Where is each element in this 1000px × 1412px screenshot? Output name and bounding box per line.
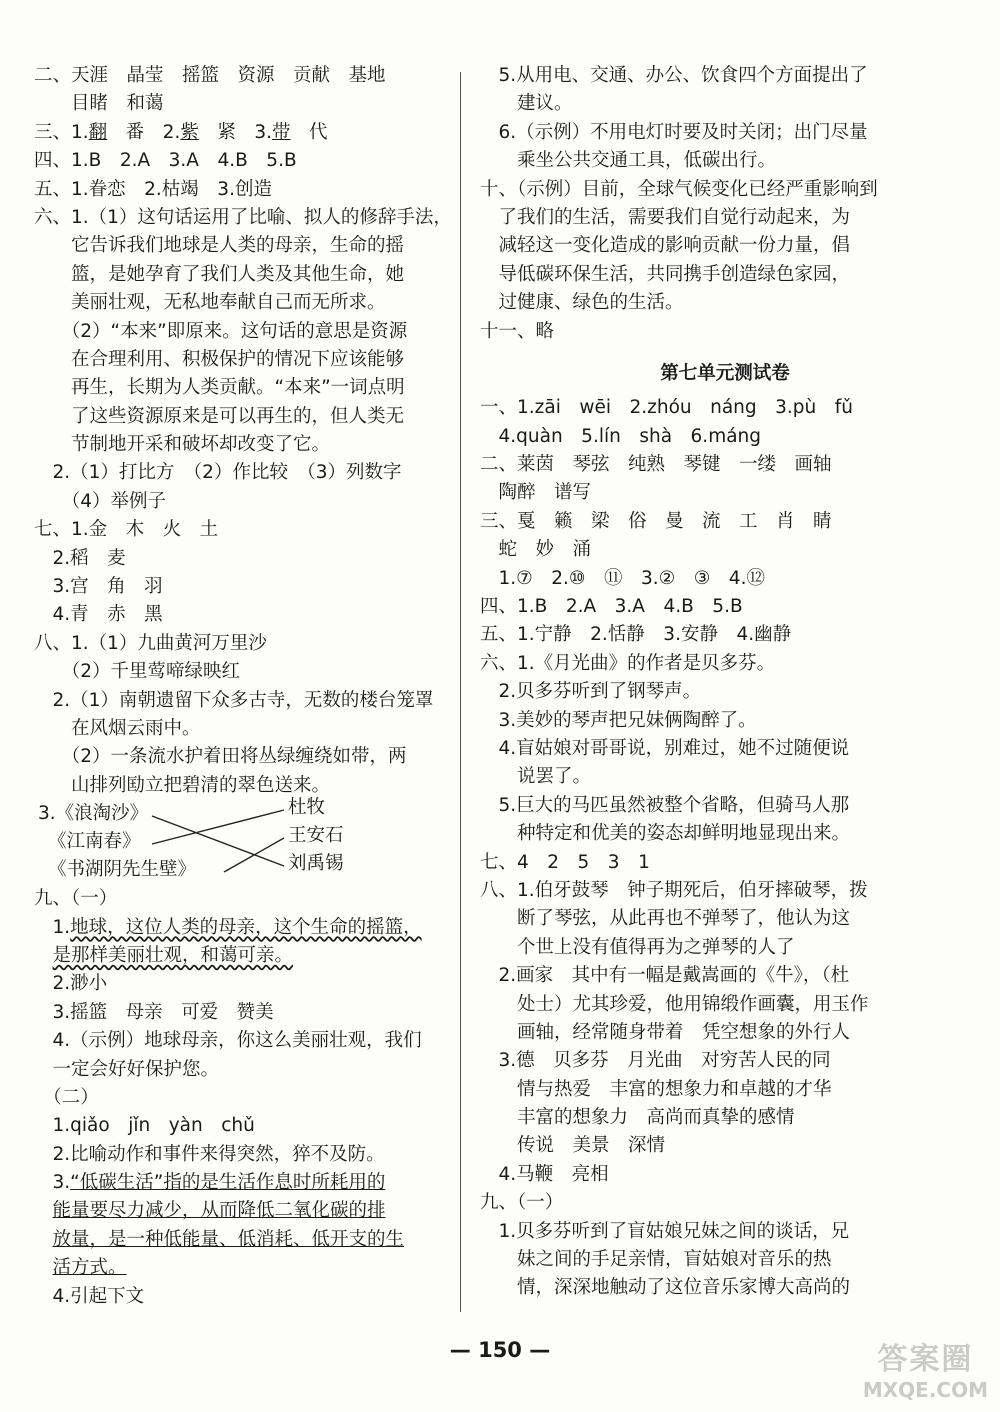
underlined-text: 能量要尽力减少，从而降低二氧化碳的排 [52, 1200, 386, 1222]
match-connector [152, 816, 284, 866]
text-segment [34, 1229, 53, 1250]
answer-line: 3.美妙的琴声把兄妹俩陶醉了。 [480, 709, 757, 731]
answer-line: 七、1.金 木 火 土 [34, 519, 219, 541]
match-lines [34, 800, 452, 890]
underlined-text: 活方式。 [52, 1257, 127, 1279]
answer-line: 1.贝多芬听到了盲姑娘兄妹之间的谈话，兄 [480, 1220, 850, 1242]
text-segment [34, 1200, 53, 1221]
answer-line: 2.画家 其中有一幅是戴嵩画的《牛》，（杜 [480, 965, 850, 987]
answer-line: 2.比喻动作和事件来得突然，猝不及防。 [34, 1143, 385, 1165]
underlined-text: 是那样美丽壮观，和蔼可亲。 [52, 944, 294, 966]
answer-line [34, 1169, 452, 1197]
answer-line: 目睹 和蔼 [34, 93, 164, 115]
answer-line [34, 1197, 452, 1225]
answer-line: 3.摇篮 母亲 可爱 赞美 [34, 1001, 274, 1023]
answer-line: 说罢了。 [480, 766, 592, 788]
answer-line: 八、1.伯牙鼓琴 钟子期死后，伯牙摔破琴，拨 [480, 879, 868, 901]
answer-line: 二、天涯 晶莹 摇篮 资源 贡献 基地 [34, 65, 386, 86]
match-right-item: 王安石 [288, 825, 344, 847]
answer-line: 2.（1）打比方 （2）作比较 （3）列数字 [34, 462, 402, 484]
answer-line: 节制地开采和破坏却改变了它。 [34, 434, 331, 456]
answer-line: 在风烟云雨中。 [34, 717, 201, 739]
answer-line: 2.贝多芬听到了钢琴声。 [480, 681, 702, 703]
answer-line: 四、1.B 2.A 3.A 4.B 5.B [480, 596, 743, 618]
answer-line: （2）千里莺啼绿映红 [34, 661, 241, 683]
answer-line: 6.（示例）不用电灯时要及时关闭；出门尽量 [480, 121, 868, 143]
text-segment [34, 1257, 53, 1278]
answer-line: 情，深深地触动了这位音乐家博大高尚的 [480, 1277, 851, 1299]
answer-line: 情与热爱 丰富的想象力和卓越的才华 [480, 1078, 832, 1100]
answer-line: （二） [34, 1086, 99, 1108]
watermark-top: 答案圈 [877, 1342, 974, 1377]
answer-line: 十、（示例）目前，全球气候变化已经严重影响到 [480, 178, 878, 200]
answer-line [34, 1226, 452, 1254]
answer-line: 七、4 2 5 3 1 [480, 851, 650, 873]
answer-line [34, 119, 452, 147]
column-divider [460, 72, 461, 1312]
answer-line: 五、1.宁静 2.恬静 3.安静 4.幽静 [480, 624, 792, 646]
answer-line: 在合理利用、积极保护的情况下应该能够 [34, 348, 405, 370]
right-column [480, 62, 970, 1303]
answer-line: 六、1.（1）这句话运用了比喻、拟人的修辞手法， [34, 206, 452, 228]
underlined-text: 放量，是一种低能量、低消耗、低开支的生 [52, 1228, 405, 1250]
answer-line: 五、1.眷恋 2.枯竭 3.创造 [34, 178, 272, 200]
match-connector [152, 810, 284, 844]
answer-line: 山排列劻立把碧清的翠色送来。 [34, 774, 331, 796]
answer-line: 妹之间的手足亲情，盲姑娘对音乐的热 [480, 1249, 832, 1271]
answer-line: 九、（一） [34, 888, 118, 910]
answer-line: 篮，是她孕育了我们人类及其他生命，她 [34, 263, 405, 285]
answer-line: 了这些资源原来是可以再生的，但人类无 [34, 405, 405, 427]
answer-line: （2）“本来”即原来。这句话的意思是资源 [34, 320, 408, 342]
answer-line: 陶醉 谱写 [480, 482, 592, 504]
match-left-item: 《书湖阴先生壁》 [48, 859, 197, 881]
text-segment: 1. [34, 916, 71, 938]
answer-line [34, 942, 452, 970]
answer-line: 九、（一） [480, 1192, 564, 1214]
section-title: 第七单元测试卷 [660, 362, 790, 384]
answer-line: 1.qiǎo jǐn yàn chǔ [34, 1115, 255, 1137]
answer-line: 蛇 妙 涌 [480, 539, 592, 561]
answer-line: 4.青 赤 黑 [34, 604, 163, 626]
answer-line: 5.从用电、交通、办公、饮食四个方面提出了 [480, 65, 868, 86]
answer-line: 建议。 [480, 93, 573, 115]
text-segment: 3. [34, 1172, 71, 1194]
underlined-text: 带 [272, 121, 291, 143]
answer-line: 二、莱茵 琴弦 纯熟 琴键 一缕 画轴 [480, 454, 832, 476]
watermark-bottom: MXQE.COM [862, 1378, 988, 1402]
underlined-text: “低碳生活”指的是生活作息时所耗用的 [70, 1172, 386, 1194]
answer-line: 个世上没有值得再为之弹琴的人了 [480, 936, 795, 958]
answer-line: 5.巨大的马匹虽然被整个省略，但骑马人那 [480, 794, 850, 816]
matching-exercise [34, 797, 452, 885]
answer-line: 三、戛 籁 梁 俗 曼 流 工 肖 睛 [480, 510, 832, 532]
match-right-item: 刘禹锡 [288, 853, 344, 875]
answer-line: 它告诉我们地球是人类的母亲，生命的摇 [34, 235, 405, 257]
match-connector [224, 838, 284, 872]
text-segment: 三、1. [34, 121, 89, 143]
answer-line: 3.德 贝多芬 月光曲 对穷苦人民的同 [480, 1050, 831, 1072]
answer-line: （2）一条流水护着田将丛绿缠绕如带，两 [34, 746, 407, 768]
answer-line [34, 1254, 452, 1282]
answer-line: （4）举例子 [34, 490, 167, 512]
answer-line: 一、1.zāi wēi 2.zhóu náng 3.pù fǔ [480, 397, 854, 419]
answer-line: 导低碳环保生活，共同携手创造绿色家园， [480, 263, 851, 285]
answer-line: 再生，长期为人类贡献。“本来”一词点明 [34, 377, 405, 399]
answer-line: 美丽壮观，无私地奉献自己而无所求。 [34, 292, 386, 314]
answer-line: 减轻这一变化造成的影响贡献一份力量，倡 [480, 235, 851, 257]
watermark-logo [863, 1334, 988, 1402]
answer-line [34, 914, 452, 942]
answer-line: 十一、略 [480, 320, 555, 342]
answer-line: 2.渺小 [34, 973, 108, 995]
text-segment: 番 2. [107, 121, 181, 143]
match-left-item: 3.《浪淘沙》 [38, 803, 149, 825]
text-segment [34, 945, 53, 966]
answer-line: 种特定和优美的姿态却鲜明地显现出来。 [480, 823, 851, 845]
answer-line: 3.宫 角 羽 [34, 576, 163, 598]
answer-line: 1.⑦ 2.⑩ ⑪ 3.② ③ 4.⑫ [480, 567, 765, 589]
answer-line: 了我们的生活，需要我们自觉行动起来，为 [480, 206, 851, 228]
match-right-item: 杜牧 [288, 797, 326, 819]
answer-line: 丰富的想象力 高尚而真挚的感情 [480, 1107, 795, 1129]
text-segment: 代 [290, 121, 328, 143]
answer-line: 4.马鞭 亮相 [480, 1163, 609, 1185]
answer-line: 一定会好好保护您。 [34, 1058, 220, 1080]
answer-line: 4.盲姑娘对哥哥说，别难过，她不过随便说 [480, 737, 850, 759]
underlined-text: 地球，这位人类的母亲，这个生命的摇篮， [70, 916, 422, 938]
match-left-item: 《江南春》 [48, 831, 141, 853]
answer-line: 过健康、绿色的生活。 [480, 292, 684, 314]
underlined-text: 翻 [88, 121, 108, 143]
answer-line: 4.（示例）地球母亲，你这么美丽壮观，我们 [34, 1030, 422, 1052]
text-segment: 紧 3. [198, 121, 272, 143]
answer-line: 4.引起下文 [34, 1285, 145, 1307]
answer-line: 2.（1）南朝遗留下众多古寺，无数的楼台笼罩 [34, 689, 434, 711]
answer-line: 八、1.（1）九曲黄河万里沙 [34, 632, 267, 654]
answer-line: 断了琴弦，从此再也不弹琴了，他认为这 [480, 908, 851, 930]
answer-line: 六、1.《月光曲》的作者是贝多芬。 [480, 652, 776, 674]
page-number: — 150 — [449, 1338, 551, 1362]
left-column [34, 62, 452, 1311]
answer-line: 四、1.B 2.A 3.A 4.B 5.B [34, 150, 297, 172]
answer-line: 传说 美景 深情 [480, 1135, 666, 1157]
underlined-text: 紫 [180, 121, 199, 143]
answer-line: 处士）尤其珍爱，他用锦缎作画囊，用玉作 [480, 993, 869, 1015]
answer-line: 4.quàn 5.lín shà 6.máng [480, 425, 762, 447]
answer-line: 乘坐公共交通工具，低碳出行。 [480, 150, 777, 172]
answer-line: 画轴，经常随身带着 凭空想象的外行人 [480, 1021, 851, 1043]
answer-line: 2.稻 麦 [34, 547, 126, 569]
